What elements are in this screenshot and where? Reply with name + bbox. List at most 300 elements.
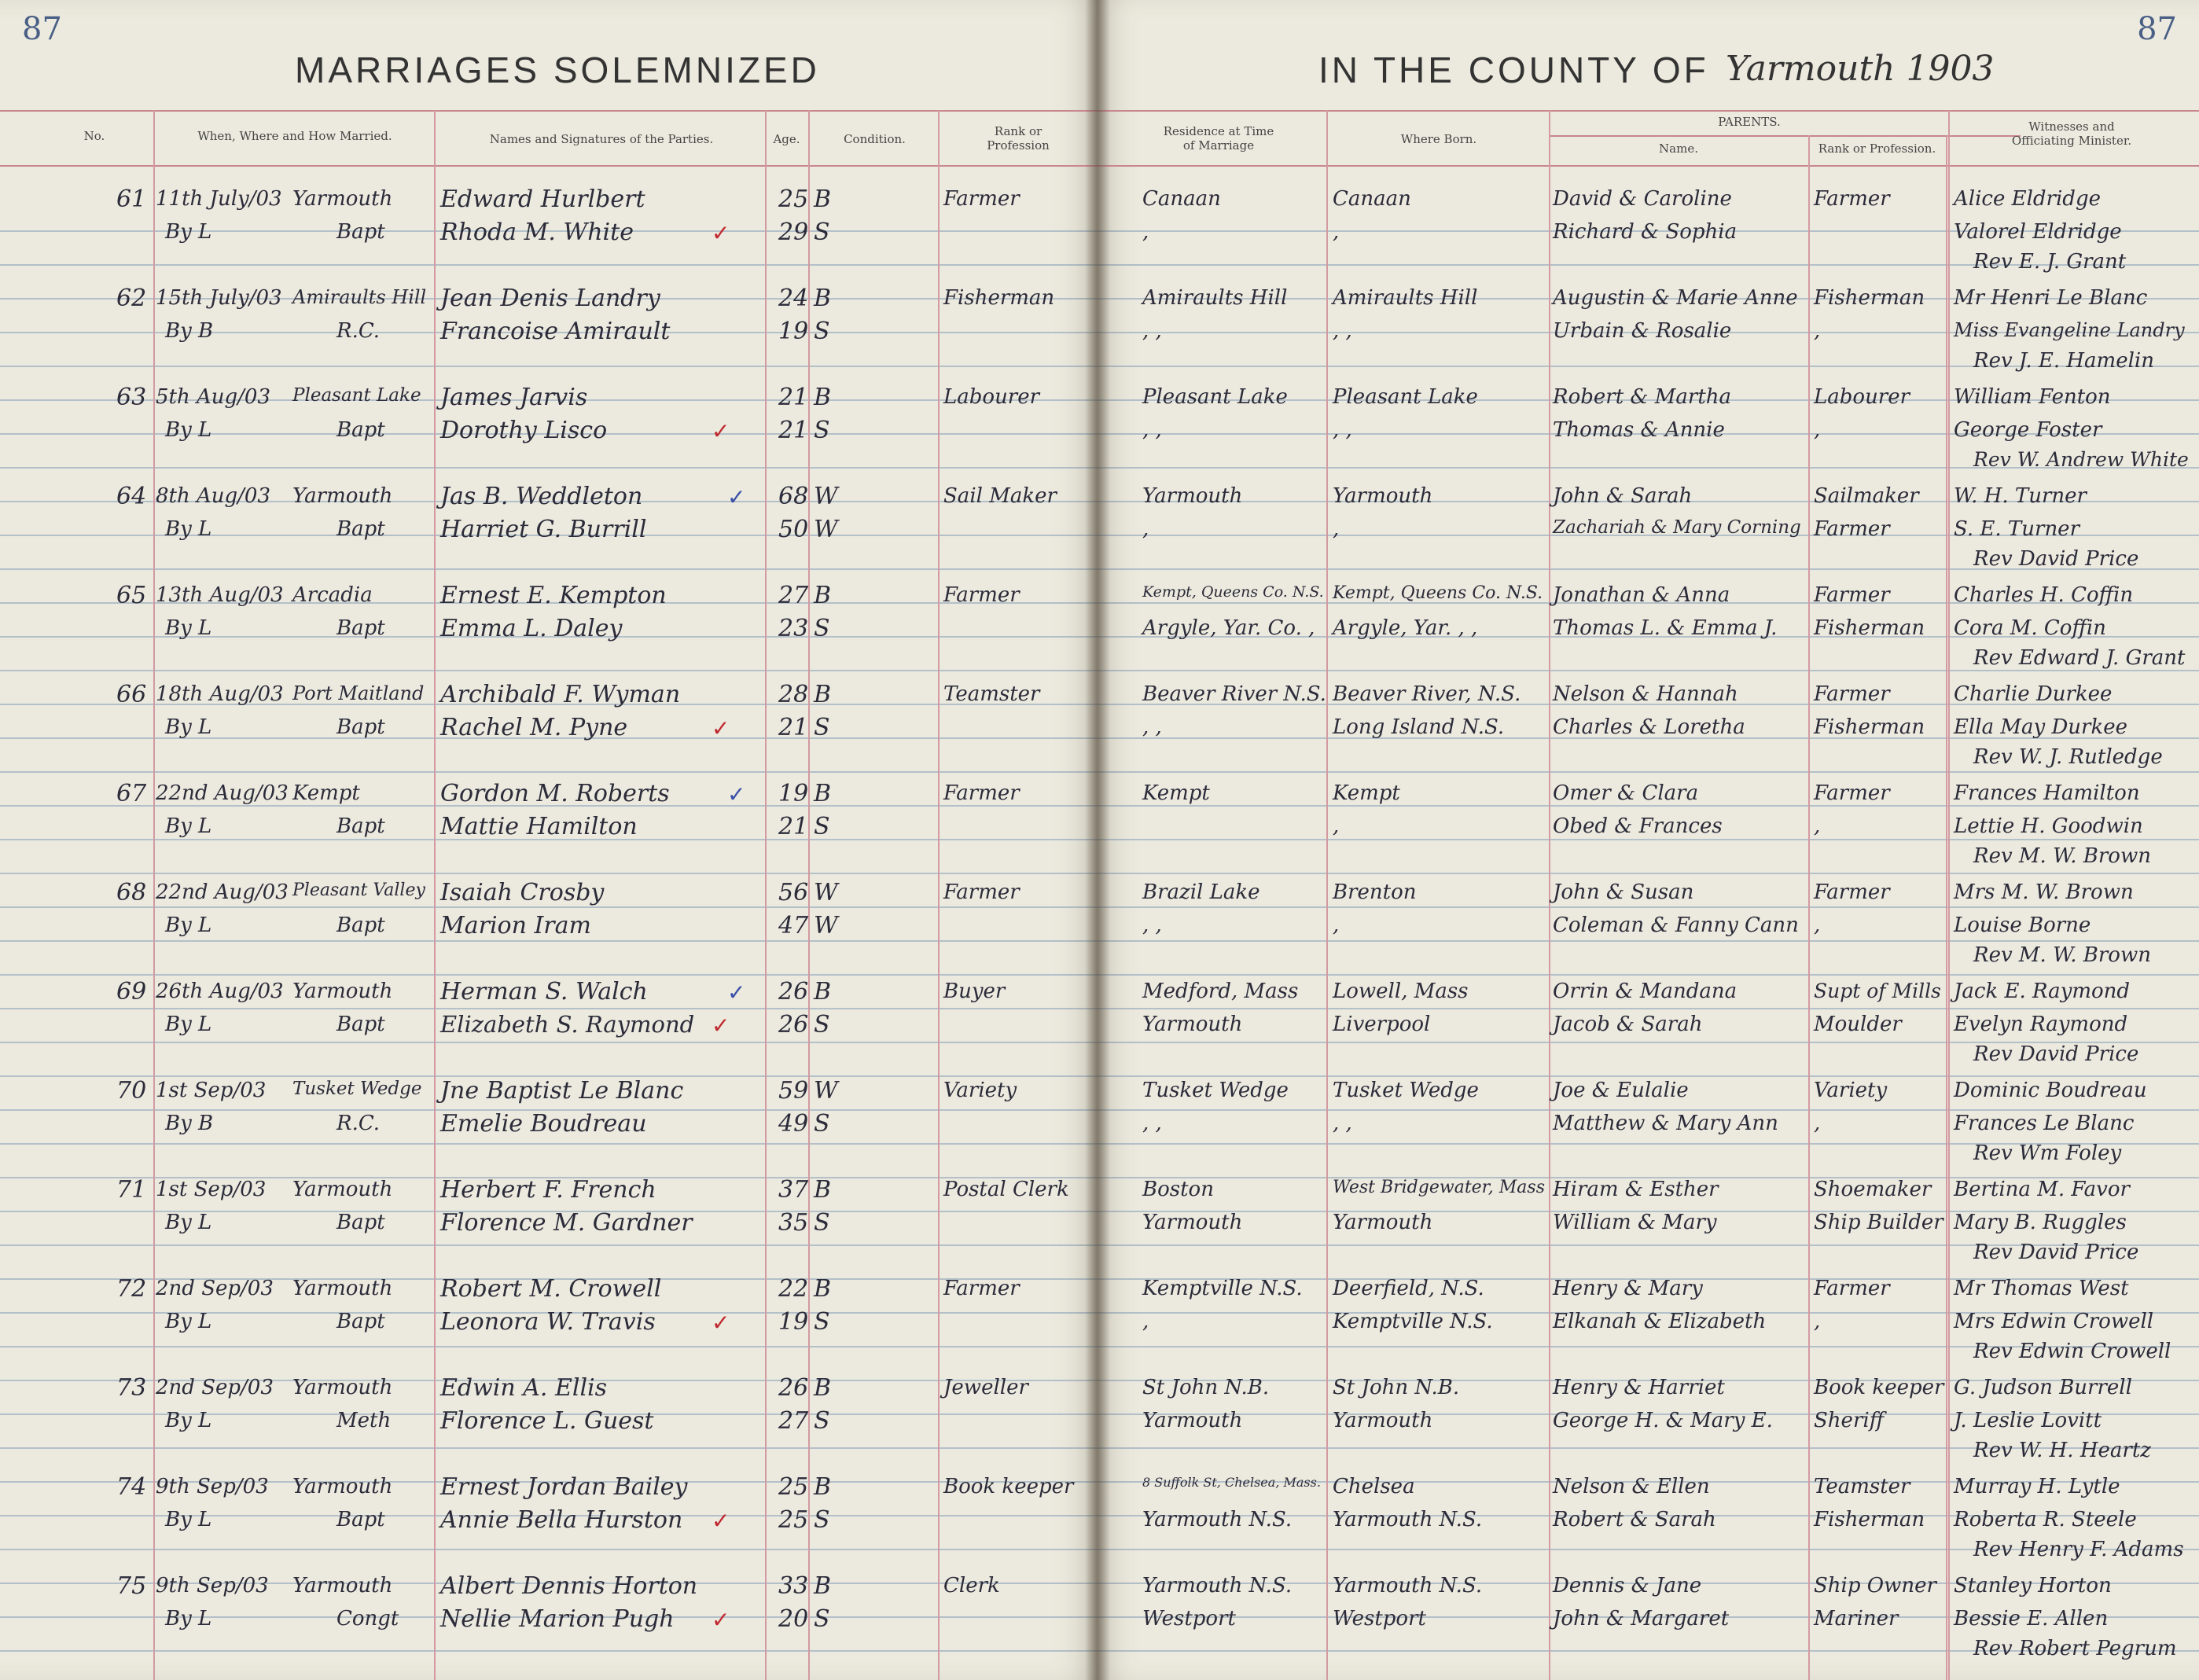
entry-row-left xyxy=(0,179,1097,277)
bride-condition: S xyxy=(814,1605,830,1633)
witness-1: Alice Eldridge xyxy=(1954,187,2101,211)
bride-check-mark: ✓ xyxy=(712,1310,730,1336)
groom-parents: Henry & Harriet xyxy=(1553,1376,1725,1399)
groom-parents: Dennis & Jane xyxy=(1553,1574,1702,1597)
bride-age: 26 xyxy=(778,1011,809,1039)
groom-condition: B xyxy=(814,978,832,1005)
groom-birthplace: Lowell, Mass xyxy=(1333,980,1469,1003)
bride-condition: S xyxy=(814,615,830,642)
entry-row-left xyxy=(0,972,1097,1069)
entry-row-left xyxy=(0,1467,1097,1564)
bride-check-mark: ✓ xyxy=(712,1508,730,1534)
denomination: Bapt xyxy=(336,1508,385,1531)
groom-name: Edwin A. Ellis xyxy=(440,1374,608,1402)
bride-father-profession: Fisherman xyxy=(1814,616,1925,640)
witness-2: Evelyn Raymond xyxy=(1954,1013,2128,1036)
bride-father-profession: , xyxy=(1814,814,1821,838)
bride-name: Elizabeth S. Raymond xyxy=(440,1011,695,1038)
officiating-minister: Rev David Price xyxy=(1973,1241,2139,1264)
groom-name: Herman S. Walch xyxy=(440,978,648,1005)
left-page xyxy=(0,0,1097,1680)
bride-birthplace: Westport xyxy=(1333,1607,1426,1630)
groom-name: Archibald F. Wyman xyxy=(440,681,681,708)
entry-number: 61 xyxy=(116,186,147,213)
officiating-minister: Rev E. J. Grant xyxy=(1973,250,2127,274)
groom-condition: B xyxy=(814,384,832,411)
bride-parents: Obed & Frances xyxy=(1553,814,1723,838)
bride-father-profession: Fisherman xyxy=(1814,1508,1925,1531)
bride-father-profession: Sheriff xyxy=(1814,1409,1885,1432)
groom-father-profession: Fisherman xyxy=(1814,286,1925,310)
bride-residence: Yarmouth xyxy=(1142,1211,1243,1234)
groom-father-profession: Teamster xyxy=(1814,1475,1910,1498)
bride-birthplace: , , xyxy=(1333,319,1352,343)
groom-father-profession: Labourer xyxy=(1814,385,1910,409)
entry-row-right xyxy=(1097,873,2199,970)
bride-name: Rhoda M. White xyxy=(440,219,634,246)
groom-birthplace: Pleasant Lake xyxy=(1333,385,1478,409)
groom-condition: B xyxy=(814,1572,832,1600)
groom-residence: Brazil Lake xyxy=(1142,880,1260,904)
groom-condition: W xyxy=(814,483,838,510)
witness-1: W. H. Turner xyxy=(1954,484,2087,508)
groom-residence: Kempt xyxy=(1142,781,1210,805)
groom-residence: Kemptville N.S. xyxy=(1142,1277,1303,1300)
groom-age: 27 xyxy=(778,582,809,609)
groom-birthplace: Deerfield, N.S. xyxy=(1333,1277,1484,1300)
marriage-method: By L xyxy=(165,1607,212,1630)
witness-1: Frances Hamilton xyxy=(1954,781,2140,805)
groom-name: Isaiah Crosby xyxy=(440,879,605,906)
entry-number: 71 xyxy=(116,1176,147,1204)
header-top-rule xyxy=(1097,110,2199,112)
groom-profession: Fisherman xyxy=(943,286,1055,310)
marriage-date: 13th Aug/03 xyxy=(156,583,284,607)
header-witnesses-line1: Witnesses and xyxy=(2028,119,2115,134)
groom-parents: David & Caroline xyxy=(1553,187,1732,211)
marriage-place: Amiraults Hill xyxy=(292,286,427,308)
bride-father-profession: , xyxy=(1814,418,1821,442)
groom-age: 26 xyxy=(778,978,809,1005)
groom-profession: Jeweller xyxy=(943,1376,1028,1399)
header-when: When, Where and How Married. xyxy=(197,129,392,143)
officiating-minister: Rev W. J. Rutledge xyxy=(1973,745,2163,769)
denomination: Bapt xyxy=(336,914,385,937)
entry-number: 67 xyxy=(116,780,147,807)
groom-parents: Orrin & Mandana xyxy=(1553,980,1738,1003)
groom-parents: John & Sarah xyxy=(1553,484,1693,508)
officiating-minister: Rev David Price xyxy=(1973,1042,2139,1066)
entry-row-right xyxy=(1097,774,2199,871)
bride-birthplace: Liverpool xyxy=(1333,1013,1431,1036)
bride-residence: , xyxy=(1142,1310,1149,1333)
marriage-place: Yarmouth xyxy=(292,187,393,211)
marriage-place: Pleasant Lake xyxy=(292,385,421,406)
bride-birthplace: , , xyxy=(1333,1112,1352,1135)
witness-1: Mr Thomas West xyxy=(1954,1277,2129,1300)
bride-residence: Yarmouth xyxy=(1142,1409,1243,1432)
header-residence-line1: Residence at Time xyxy=(1163,124,1274,138)
denomination: Congt xyxy=(336,1607,399,1630)
groom-profession: Clerk xyxy=(943,1574,1000,1597)
bride-check-mark: ✓ xyxy=(712,418,730,444)
bride-condition: S xyxy=(814,1506,830,1534)
denomination: Bapt xyxy=(336,616,385,640)
groom-age: 21 xyxy=(778,384,809,411)
groom-residence: St John N.B. xyxy=(1142,1376,1270,1399)
groom-parents: Omer & Clara xyxy=(1553,781,1699,805)
groom-name: Gordon M. Roberts xyxy=(440,780,670,807)
officiating-minister: Rev Henry F. Adams xyxy=(1973,1538,2184,1561)
bride-residence: , xyxy=(1142,220,1149,244)
groom-birthplace: St John N.B. xyxy=(1333,1376,1460,1399)
bride-check-mark: ✓ xyxy=(712,1607,730,1633)
groom-age: 56 xyxy=(778,879,809,906)
bride-parents: William & Mary xyxy=(1553,1211,1717,1234)
entry-number: 68 xyxy=(116,879,147,906)
bride-parents: Urbain & Rosalie xyxy=(1553,319,1732,343)
bride-name: Florence L. Guest xyxy=(440,1407,654,1435)
bride-age: 23 xyxy=(778,615,809,642)
entry-row-right xyxy=(1097,1566,2199,1663)
witness-2: Bessie E. Allen xyxy=(1954,1607,2109,1630)
bride-residence: , , xyxy=(1142,418,1162,442)
groom-profession: Farmer xyxy=(943,583,1020,607)
bride-condition: S xyxy=(814,1407,830,1435)
groom-profession: Farmer xyxy=(943,781,1020,805)
groom-condition: B xyxy=(814,1176,832,1204)
bride-residence: Argyle, Yar. Co. , xyxy=(1142,616,1315,640)
bride-parents: Charles & Loretha xyxy=(1553,715,1745,739)
groom-age: 68 xyxy=(778,483,809,510)
header-witnesses xyxy=(1954,119,2190,148)
bride-residence: Yarmouth N.S. xyxy=(1142,1508,1293,1531)
bride-age: 49 xyxy=(778,1110,809,1138)
header-condition: Condition. xyxy=(844,132,906,146)
bride-condition: W xyxy=(814,912,838,939)
entry-number: 63 xyxy=(116,384,147,411)
marriage-method: By L xyxy=(165,418,212,442)
groom-condition: B xyxy=(814,582,832,609)
entry-row-left xyxy=(0,1269,1097,1366)
witness-1: Mrs M. W. Brown xyxy=(1954,880,2134,904)
marriage-place: Yarmouth xyxy=(292,1277,393,1300)
groom-name: Jne Baptist Le Blanc xyxy=(440,1077,684,1105)
marriage-date: 18th Aug/03 xyxy=(156,682,284,706)
groom-age: 59 xyxy=(778,1077,809,1105)
groom-father-profession: Farmer xyxy=(1814,880,1890,904)
bride-father-profession: , xyxy=(1814,914,1821,937)
groom-residence: Yarmouth N.S. xyxy=(1142,1574,1293,1597)
entry-row-left xyxy=(0,675,1097,772)
bride-condition: S xyxy=(814,1209,830,1237)
groom-check-mark: ✓ xyxy=(727,781,746,807)
groom-parents: Jonathan & Anna xyxy=(1553,583,1730,607)
groom-birthplace: Amiraults Hill xyxy=(1333,286,1478,310)
witness-1: William Fenton xyxy=(1954,385,2111,409)
bride-name: Dorothy Lisco xyxy=(440,417,608,444)
entry-number: 64 xyxy=(116,483,147,510)
bride-age: 29 xyxy=(778,219,809,246)
groom-age: 25 xyxy=(778,186,809,213)
bride-residence: , , xyxy=(1142,319,1162,343)
witness-1: Stanley Horton xyxy=(1954,1574,2112,1597)
bride-parents: Elkanah & Elizabeth xyxy=(1553,1310,1767,1333)
bride-residence: , , xyxy=(1142,1112,1162,1135)
bride-condition: S xyxy=(814,714,830,741)
right-page xyxy=(1097,0,2199,1680)
bride-parents: Richard & Sophia xyxy=(1553,220,1738,244)
groom-birthplace: Kempt, Queens Co. N.S. xyxy=(1333,583,1543,603)
bride-age: 19 xyxy=(778,318,809,345)
groom-father-profession: Shoemaker xyxy=(1814,1178,1932,1201)
left-folio: 87 xyxy=(22,11,62,47)
officiating-minister: Rev W. H. Heartz xyxy=(1973,1439,2151,1462)
groom-residence: Yarmouth xyxy=(1142,484,1243,508)
bride-check-mark: ✓ xyxy=(712,220,730,246)
marriage-date: 11th July/03 xyxy=(156,187,282,211)
bride-name: Nellie Marion Pugh xyxy=(440,1605,675,1633)
marriage-date: 2nd Sep/03 xyxy=(156,1376,274,1399)
officiating-minister: Rev M. W. Brown xyxy=(1973,844,2151,868)
groom-parents: John & Susan xyxy=(1553,880,1694,904)
entry-number: 72 xyxy=(116,1275,147,1303)
entry-row-left xyxy=(0,873,1097,970)
groom-condition: B xyxy=(814,1275,832,1303)
right-page-title: IN THE COUNTY OF xyxy=(1318,50,1709,90)
groom-residence: Canaan xyxy=(1142,187,1221,211)
groom-father-profession: Variety xyxy=(1814,1079,1888,1102)
witness-1: Murray H. Lytle xyxy=(1954,1475,2120,1498)
witness-2: Frances Le Blanc xyxy=(1954,1112,2135,1135)
groom-name: Edward Hurlbert xyxy=(440,186,645,213)
bride-age: 21 xyxy=(778,417,809,444)
entry-row-right xyxy=(1097,377,2199,475)
groom-residence: Kempt, Queens Co. N.S. xyxy=(1142,583,1324,601)
entry-row-right xyxy=(1097,972,2199,1069)
witness-2: Miss Evangeline Landry xyxy=(1954,319,2185,341)
groom-name: Jas B. Weddleton xyxy=(440,483,643,510)
groom-father-profession: Farmer xyxy=(1814,583,1890,607)
bride-age: 21 xyxy=(778,714,809,741)
groom-birthplace: Yarmouth xyxy=(1333,484,1433,508)
bride-name: Mattie Hamilton xyxy=(440,813,638,840)
marriage-place: Yarmouth xyxy=(292,1475,393,1498)
bride-age: 47 xyxy=(778,912,809,939)
witness-1: Dominic Boudreau xyxy=(1954,1079,2147,1102)
bride-birthplace: Yarmouth xyxy=(1333,1211,1433,1234)
marriage-date: 22nd Aug/03 xyxy=(156,781,289,805)
groom-name: Albert Dennis Horton xyxy=(440,1572,698,1600)
groom-profession: Labourer xyxy=(943,385,1040,409)
marriage-method: By B xyxy=(165,1112,214,1135)
bride-parents: John & Margaret xyxy=(1553,1607,1730,1630)
bride-name: Leonora W. Travis xyxy=(440,1308,656,1336)
witness-1: Charlie Durkee xyxy=(1954,682,2113,706)
marriage-place: Arcadia xyxy=(292,583,373,607)
witness-1: G. Judson Burrell xyxy=(1954,1376,2132,1399)
bride-condition: S xyxy=(814,1308,830,1336)
denomination: Bapt xyxy=(336,1013,385,1036)
bride-age: 20 xyxy=(778,1605,809,1633)
bride-residence: Westport xyxy=(1142,1607,1236,1630)
bride-check-mark: ✓ xyxy=(712,1013,730,1039)
entry-number: 66 xyxy=(116,681,147,708)
groom-parents: Robert & Martha xyxy=(1553,385,1732,409)
bride-father-profession: Mariner xyxy=(1814,1607,1899,1630)
groom-residence: Boston xyxy=(1142,1178,1214,1201)
groom-parents: Nelson & Hannah xyxy=(1553,682,1738,706)
denomination: Bapt xyxy=(336,1310,385,1333)
entry-row-left xyxy=(0,1566,1097,1663)
header-witnesses-line2: Officiating Minister. xyxy=(2011,134,2132,148)
denomination: R.C. xyxy=(336,319,381,343)
witness-2: Mary B. Ruggles xyxy=(1954,1211,2127,1234)
groom-condition: B xyxy=(814,681,832,708)
witness-2: Lettie H. Goodwin xyxy=(1954,814,2143,838)
entry-row-right xyxy=(1097,1467,2199,1564)
bride-name: Emelie Boudreau xyxy=(440,1110,647,1138)
groom-birthplace: Canaan xyxy=(1333,187,1411,211)
bride-residence: , , xyxy=(1142,914,1162,937)
bride-father-profession: , xyxy=(1814,1310,1821,1333)
right-folio: 87 xyxy=(2137,11,2177,47)
bride-parents: Thomas & Annie xyxy=(1553,418,1725,442)
bride-parents: Jacob & Sarah xyxy=(1553,1013,1703,1036)
entry-row-right xyxy=(1097,575,2199,673)
marriage-date: 2nd Sep/03 xyxy=(156,1277,274,1300)
denomination: Bapt xyxy=(336,418,385,442)
bride-name: Florence M. Gardner xyxy=(440,1209,693,1237)
groom-name: Ernest E. Kempton xyxy=(440,582,667,609)
bride-name: Emma L. Daley xyxy=(440,615,623,642)
witness-2: Valorel Eldridge xyxy=(1954,220,2122,244)
header-rank-line1: Rank or xyxy=(994,124,1043,138)
groom-birthplace: Beaver River, N.S. xyxy=(1333,682,1521,706)
marriage-method: By L xyxy=(165,616,212,640)
bride-parents: Coleman & Fanny Cann xyxy=(1553,914,1799,937)
groom-parents: Joe & Eulalie xyxy=(1553,1079,1689,1102)
groom-residence: Pleasant Lake xyxy=(1142,385,1288,409)
marriage-place: Yarmouth xyxy=(292,1574,393,1597)
bride-name: Annie Bella Hurston xyxy=(440,1506,683,1534)
groom-name: Robert M. Crowell xyxy=(440,1275,662,1303)
officiating-minister: Rev Edward J. Grant xyxy=(1973,646,2186,670)
groom-birthplace: Brenton xyxy=(1333,880,1417,904)
bride-father-profession: Farmer xyxy=(1814,517,1890,541)
groom-age: 22 xyxy=(778,1275,809,1303)
groom-father-profession: Book keeper xyxy=(1814,1376,1944,1399)
groom-profession: Farmer xyxy=(943,880,1020,904)
bride-condition: W xyxy=(814,516,838,543)
groom-profession: Sail Maker xyxy=(943,484,1057,508)
groom-father-profession: Sailmaker xyxy=(1814,484,1919,508)
groom-age: 37 xyxy=(778,1176,809,1204)
groom-profession: Buyer xyxy=(943,980,1006,1003)
header-age: Age. xyxy=(773,132,800,146)
groom-birthplace: Tusket Wedge xyxy=(1333,1079,1479,1102)
marriage-method: By L xyxy=(165,1508,212,1531)
marriage-place: Kempt xyxy=(292,781,360,805)
bride-birthplace: , , xyxy=(1333,418,1352,442)
bride-parents: Thomas L. & Emma J. xyxy=(1553,616,1778,640)
entry-row-left xyxy=(0,1368,1097,1465)
bride-birthplace: Argyle, Yar. , , xyxy=(1333,616,1478,640)
witness-2: Cora M. Coffin xyxy=(1954,616,2106,640)
marriage-date: 5th Aug/03 xyxy=(156,385,271,409)
groom-condition: B xyxy=(814,186,832,213)
bride-father-profession: Fisherman xyxy=(1814,715,1925,739)
entry-row-right xyxy=(1097,1170,2199,1267)
officiating-minister: Rev Edwin Crowell xyxy=(1973,1340,2171,1363)
groom-father-profession: Farmer xyxy=(1814,781,1890,805)
bride-birthplace: Yarmouth N.S. xyxy=(1333,1508,1483,1531)
bride-age: 25 xyxy=(778,1506,809,1534)
groom-check-mark: ✓ xyxy=(727,484,746,510)
groom-profession: Farmer xyxy=(943,1277,1020,1300)
bride-age: 19 xyxy=(778,1308,809,1336)
denomination: Bapt xyxy=(336,517,385,541)
groom-profession: Farmer xyxy=(943,187,1020,211)
groom-birthplace: West Bridgewater, Mass xyxy=(1333,1178,1545,1197)
groom-name: James Jarvis xyxy=(440,384,588,411)
groom-residence: 8 Suffolk St, Chelsea, Mass. xyxy=(1142,1475,1321,1490)
bride-birthplace: , xyxy=(1333,517,1340,541)
marriage-place: Yarmouth xyxy=(292,1178,393,1201)
officiating-minister: Rev W. Andrew White xyxy=(1973,448,2189,471)
groom-profession: Variety xyxy=(943,1079,1017,1102)
witness-1: Charles H. Coffin xyxy=(1954,583,2134,607)
parents-sub-rule xyxy=(1549,135,2021,137)
groom-age: 26 xyxy=(778,1374,809,1402)
groom-condition: B xyxy=(814,780,832,807)
marriage-date: 9th Sep/03 xyxy=(156,1475,269,1498)
groom-parents: Henry & Mary xyxy=(1553,1277,1703,1300)
officiating-minister: Rev J. E. Hamelin xyxy=(1973,349,2154,373)
marriage-method: By L xyxy=(165,814,212,838)
bride-age: 35 xyxy=(778,1209,809,1237)
entry-row-left xyxy=(0,476,1097,574)
marriage-date: 8th Aug/03 xyxy=(156,484,271,508)
bride-father-profession: Moulder xyxy=(1814,1013,1902,1036)
bride-condition: S xyxy=(814,1110,830,1138)
entry-row-right xyxy=(1097,1071,2199,1168)
bride-name: Francoise Amirault xyxy=(440,318,671,345)
header-parents-rank: Rank or Profession. xyxy=(1818,142,1936,156)
header-rank xyxy=(943,124,1093,153)
entry-row-left xyxy=(0,1071,1097,1168)
groom-condition: B xyxy=(814,285,832,312)
marriage-method: By L xyxy=(165,1409,212,1432)
groom-parents: Augustin & Marie Anne xyxy=(1553,286,1798,310)
witness-1: Jack E. Raymond xyxy=(1954,980,2131,1003)
marriage-method: By L xyxy=(165,1211,212,1234)
bride-age: 27 xyxy=(778,1407,809,1435)
bride-check-mark: ✓ xyxy=(712,715,730,741)
entry-number: 73 xyxy=(116,1374,147,1402)
book-gutter xyxy=(1085,0,1110,1680)
marriage-date: 1st Sep/03 xyxy=(156,1079,267,1102)
bride-father-profession: , xyxy=(1814,1112,1821,1135)
groom-residence: Medford, Mass xyxy=(1142,980,1299,1003)
officiating-minister: Rev Wm Foley xyxy=(1973,1141,2122,1165)
bride-name: Rachel M. Pyne xyxy=(440,714,628,741)
entry-row-left xyxy=(0,278,1097,376)
marriage-method: By L xyxy=(165,1013,212,1036)
marriage-date: 15th July/03 xyxy=(156,286,282,310)
bride-birthplace: , xyxy=(1333,914,1340,937)
bride-father-profession: Ship Builder xyxy=(1814,1211,1943,1234)
